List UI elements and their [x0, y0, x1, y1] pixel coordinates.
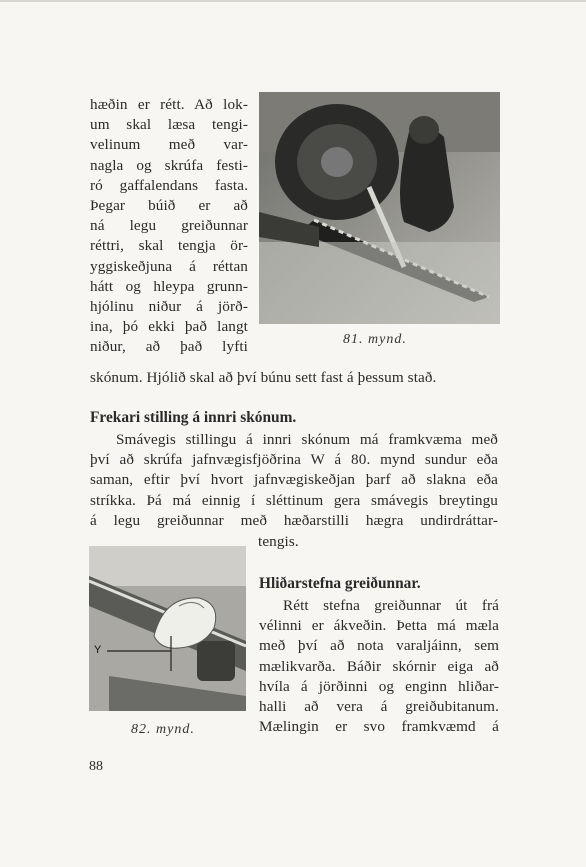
text-line: með því að nota varaljáinn, sem: [259, 637, 499, 655]
mower-photo-icon: [259, 92, 500, 324]
section-heading: Frekari stilling á innri skónum.: [90, 409, 297, 426]
paragraph-2: [90, 430, 498, 531]
text-line: Mælingin er svo framkvæmd á: [259, 718, 499, 736]
figure-82-caption: 82. mynd.: [131, 722, 195, 737]
text-line: velinum með var-: [90, 136, 248, 154]
figure-81-caption: 81. mynd.: [343, 332, 407, 347]
text-line: stríkka. Þá má einnig í sléttinum gera smávegis breytingu: [90, 491, 498, 509]
text-line: réttri, skal tengja ör-: [90, 237, 248, 255]
text-line: því að skrúfa jafnvægisfjöðrina W á 80. mynd sundur eða: [90, 451, 498, 469]
text-line: á legu greiðunnar með hæðarstilli hægra undirdráttar-: [90, 511, 498, 529]
figure-82-photo: [89, 546, 246, 711]
page-top-edge: [0, 0, 586, 2]
text-line: hátt og hleypa grunn-: [90, 277, 248, 295]
text-line: tengis.: [258, 533, 299, 550]
paragraph-2-last: [258, 532, 378, 552]
text-line: ró gaffalendans fasta.: [90, 176, 248, 194]
column-text-81: [90, 95, 248, 358]
paragraph-1-end: [90, 368, 498, 388]
text-line: skónum. Hjólið skal að því búnu sett fast á þessum stað.: [90, 369, 437, 386]
text-line: Þegar búið er að: [90, 197, 248, 215]
text-line: yggiskeðjuna á réttan: [90, 257, 248, 275]
hand-measuring-photo-icon: [89, 546, 246, 711]
text-line: hjólinu niður á jörð-: [90, 298, 248, 316]
figure-81-photo: [259, 92, 500, 324]
text-line: Smávegis stillingu á innri skónum má framkvæma með: [116, 431, 498, 448]
text-line: mælikvarða. Báðir skórnir eiga að: [259, 657, 499, 675]
text-line: ina, þó ekki það langt: [90, 318, 248, 336]
section-heading: Hliðarstefna greiðunnar.: [259, 575, 421, 592]
text-line: hæðin er rétt. Að lok-: [90, 96, 248, 113]
text-line: halli að vera á greiðubitanum.: [259, 698, 499, 716]
text-line: um skal læsa tengi-: [90, 116, 248, 134]
text-line: ná legu greiðunnar: [90, 217, 248, 235]
text-line: hvíla á jörðinni og enginn hliðar-: [259, 677, 499, 695]
page-number: 88: [89, 759, 103, 774]
text-line: Rétt stefna greiðunnar út frá: [283, 597, 499, 614]
text-line: nagla og skrúfa festi-: [90, 156, 248, 174]
text-line: niður, að það lyfti: [90, 338, 248, 356]
figure-82-label: Y: [94, 644, 102, 656]
text-line: saman, eftir því hvort jafnvægiskeðjan þarf að slakna eða: [90, 471, 498, 489]
text-line: vélinni er ákveðin. Þetta má mæla: [259, 617, 499, 635]
paragraph-3: [259, 596, 499, 737]
